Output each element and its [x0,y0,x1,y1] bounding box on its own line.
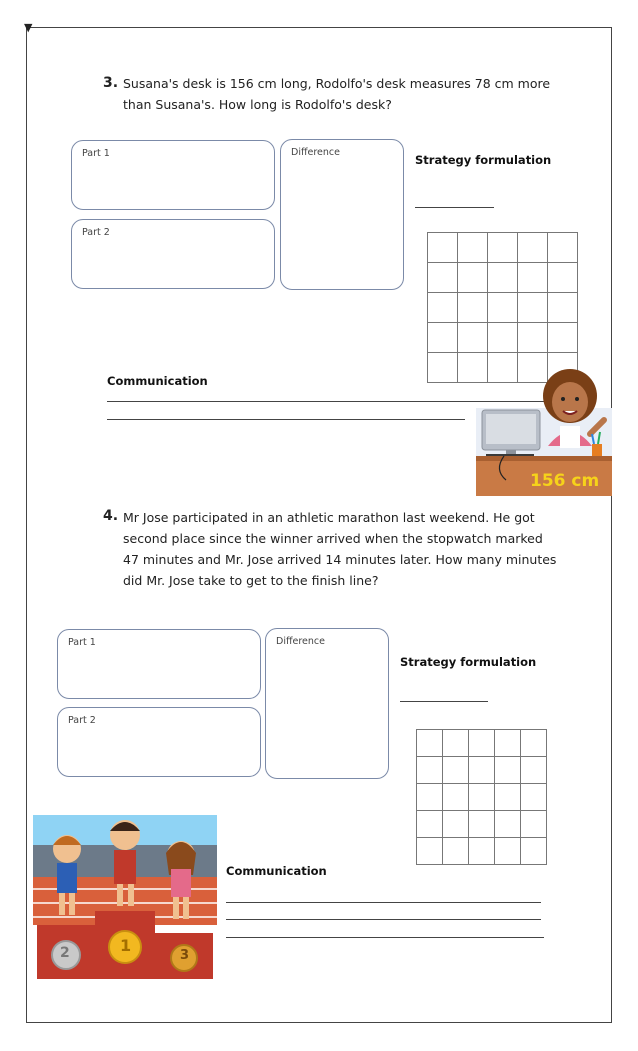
corner-mark-icon: ▼ [24,21,33,34]
problem-4-communication-line-3[interactable] [226,937,544,938]
problem-3-part1-box[interactable] [71,140,275,210]
problem-4-answer-grid[interactable] [416,729,547,865]
problem-3-strategy-line[interactable] [415,207,494,208]
part2-label: Part 2 [82,227,110,238]
problem-3-text-line-2: than Susana's. How long is Rodolfo's desk? [123,97,392,112]
problem-4-communication-heading: Communication [226,864,327,878]
problem-4-communication-line-1[interactable] [226,902,541,903]
part2-label: Part 2 [68,715,96,726]
problem-4-text-line-3: 47 minutes and Mr. Jose arrived 14 minutes later. How many minutes [123,552,557,567]
problem-4-communication-line-2[interactable] [226,919,541,920]
medal-label-silver: 2 [60,945,70,961]
part1-label: Part 1 [68,637,96,648]
problem-4-strategy-heading: Strategy formulation [400,655,537,669]
problem-3-difference-box[interactable] [280,139,404,290]
problem-4-part2-box[interactable] [57,707,261,777]
problem-4-number: 4. [103,508,119,524]
problem-4-strategy-line[interactable] [400,701,488,702]
medal-label-gold: 1 [120,936,132,955]
problem-4-part1-box[interactable] [57,629,261,699]
problem-4-text-line-4: did Mr. Jose take to get to the finish line? [123,573,379,588]
desk-length-caption: 156 cm [530,471,600,491]
problem-3-communication-heading: Communication [107,374,208,388]
problem-3-answer-grid[interactable] [427,232,578,383]
problem-3-text-line-1: Susana's desk is 156 cm long, Rodolfo's desk measures 78 cm more [123,76,551,91]
problem-3-strategy-heading: Strategy formulation [415,153,552,167]
difference-label: Difference [291,147,340,158]
problem-4-text-line-1: Mr Jose participated in an athletic marathon last weekend. He got [123,510,535,525]
problem-4-difference-box[interactable] [265,628,389,779]
problem-3-communication-line-2[interactable] [107,419,465,420]
part1-label: Part 1 [82,148,110,159]
problem-3-part2-box[interactable] [71,219,275,289]
problem-3-number: 3. [103,75,119,91]
difference-label: Difference [276,636,325,647]
problem-4-text-line-2: second place since the winner arrived when the stopwatch marked [123,531,543,546]
medal-label-bronze: 3 [180,948,190,963]
